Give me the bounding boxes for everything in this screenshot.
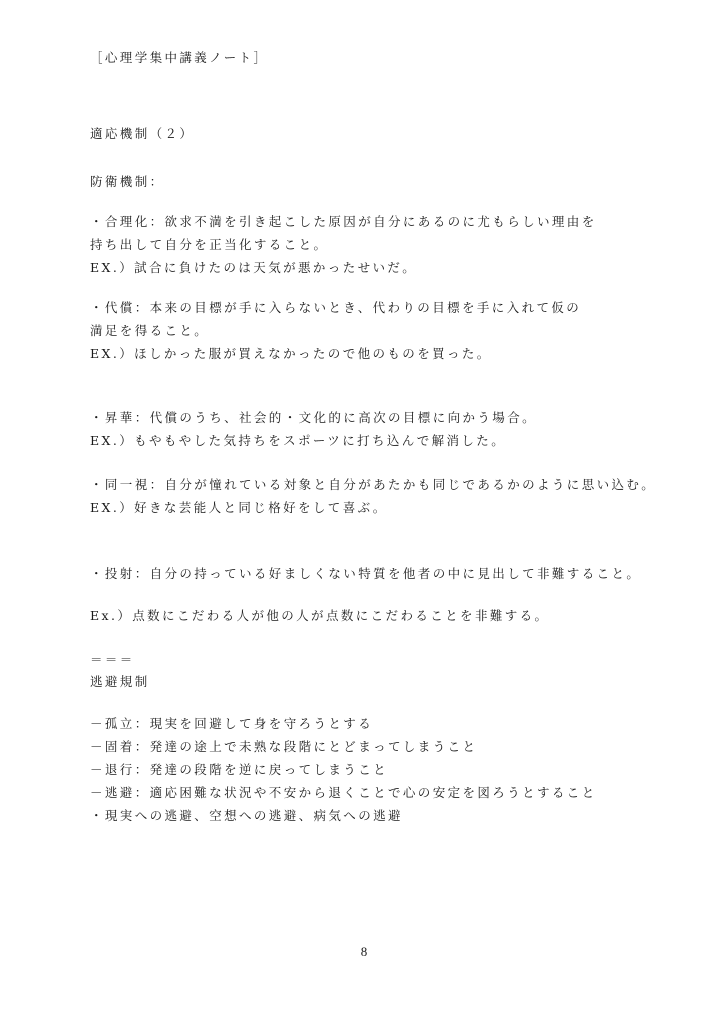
defense-heading: 防衛機制：: [90, 174, 165, 189]
rationalization-line-1: ・合理化：欲求不満を引き起こした原因が自分にあるのに尤もらしい理由を: [90, 214, 597, 229]
escape-item-escape: －逃避：適応困難な状況や不安から退くことで心の安定を図ろうとすること: [90, 785, 597, 800]
compensation-line-2: 満足を得ること。: [90, 323, 210, 338]
escape-item-isolation: －孤立：現実を回避して身を守ろうとする: [90, 716, 374, 731]
projection-line-1: ・投射：自分の持っている好ましくない特質を他者の中に見出して非難すること。: [90, 566, 642, 581]
page-number: 8: [360, 944, 368, 959]
identification-line-1: ・同一視：自分が憧れている対象と自分があたかも同じであるかのように思い込む。: [90, 477, 657, 492]
identification-example: EX.）好きな芸能人と同じ格好をして喜ぶ。: [90, 500, 388, 515]
escape-heading: 逃避規制: [90, 674, 150, 689]
escape-item-types: ・現実への逃避、空想への逃避、病気への逃避: [90, 808, 403, 823]
sublimation-example: EX.）もやもやした気持ちをスポーツに打ち込んで解消した。: [90, 433, 507, 448]
rationalization-example: EX.）試合に負けたのは天気が悪かったせいだ。: [90, 260, 418, 275]
header-title: ［心理学集中講義ノート］: [90, 50, 269, 65]
compensation-line-1: ・代償：本来の目標が手に入らないとき、代わりの目標を手に入れて仮の: [90, 300, 582, 315]
escape-item-fixation: －固着：発達の途上で未熟な段階にとどまってしまうこと: [90, 739, 478, 754]
escape-item-regression: －退行：発達の段階を逆に戻ってしまうこと: [90, 762, 389, 777]
separator: ＝＝＝: [90, 652, 135, 667]
rationalization-line-2: 持ち出して自分を正当化すること。: [90, 237, 329, 252]
compensation-example: EX.）ほしかった服が買えなかったので他のものを買った。: [90, 346, 492, 361]
sublimation-line-1: ・昇華：代償のうち、社会的・文化的に高次の目標に向かう場合。: [90, 410, 538, 425]
projection-example: Ex.）点数にこだわる人が他の人が点数にこだわることを非難する。: [90, 608, 550, 623]
section-title: 適応機制（２）: [90, 126, 195, 141]
